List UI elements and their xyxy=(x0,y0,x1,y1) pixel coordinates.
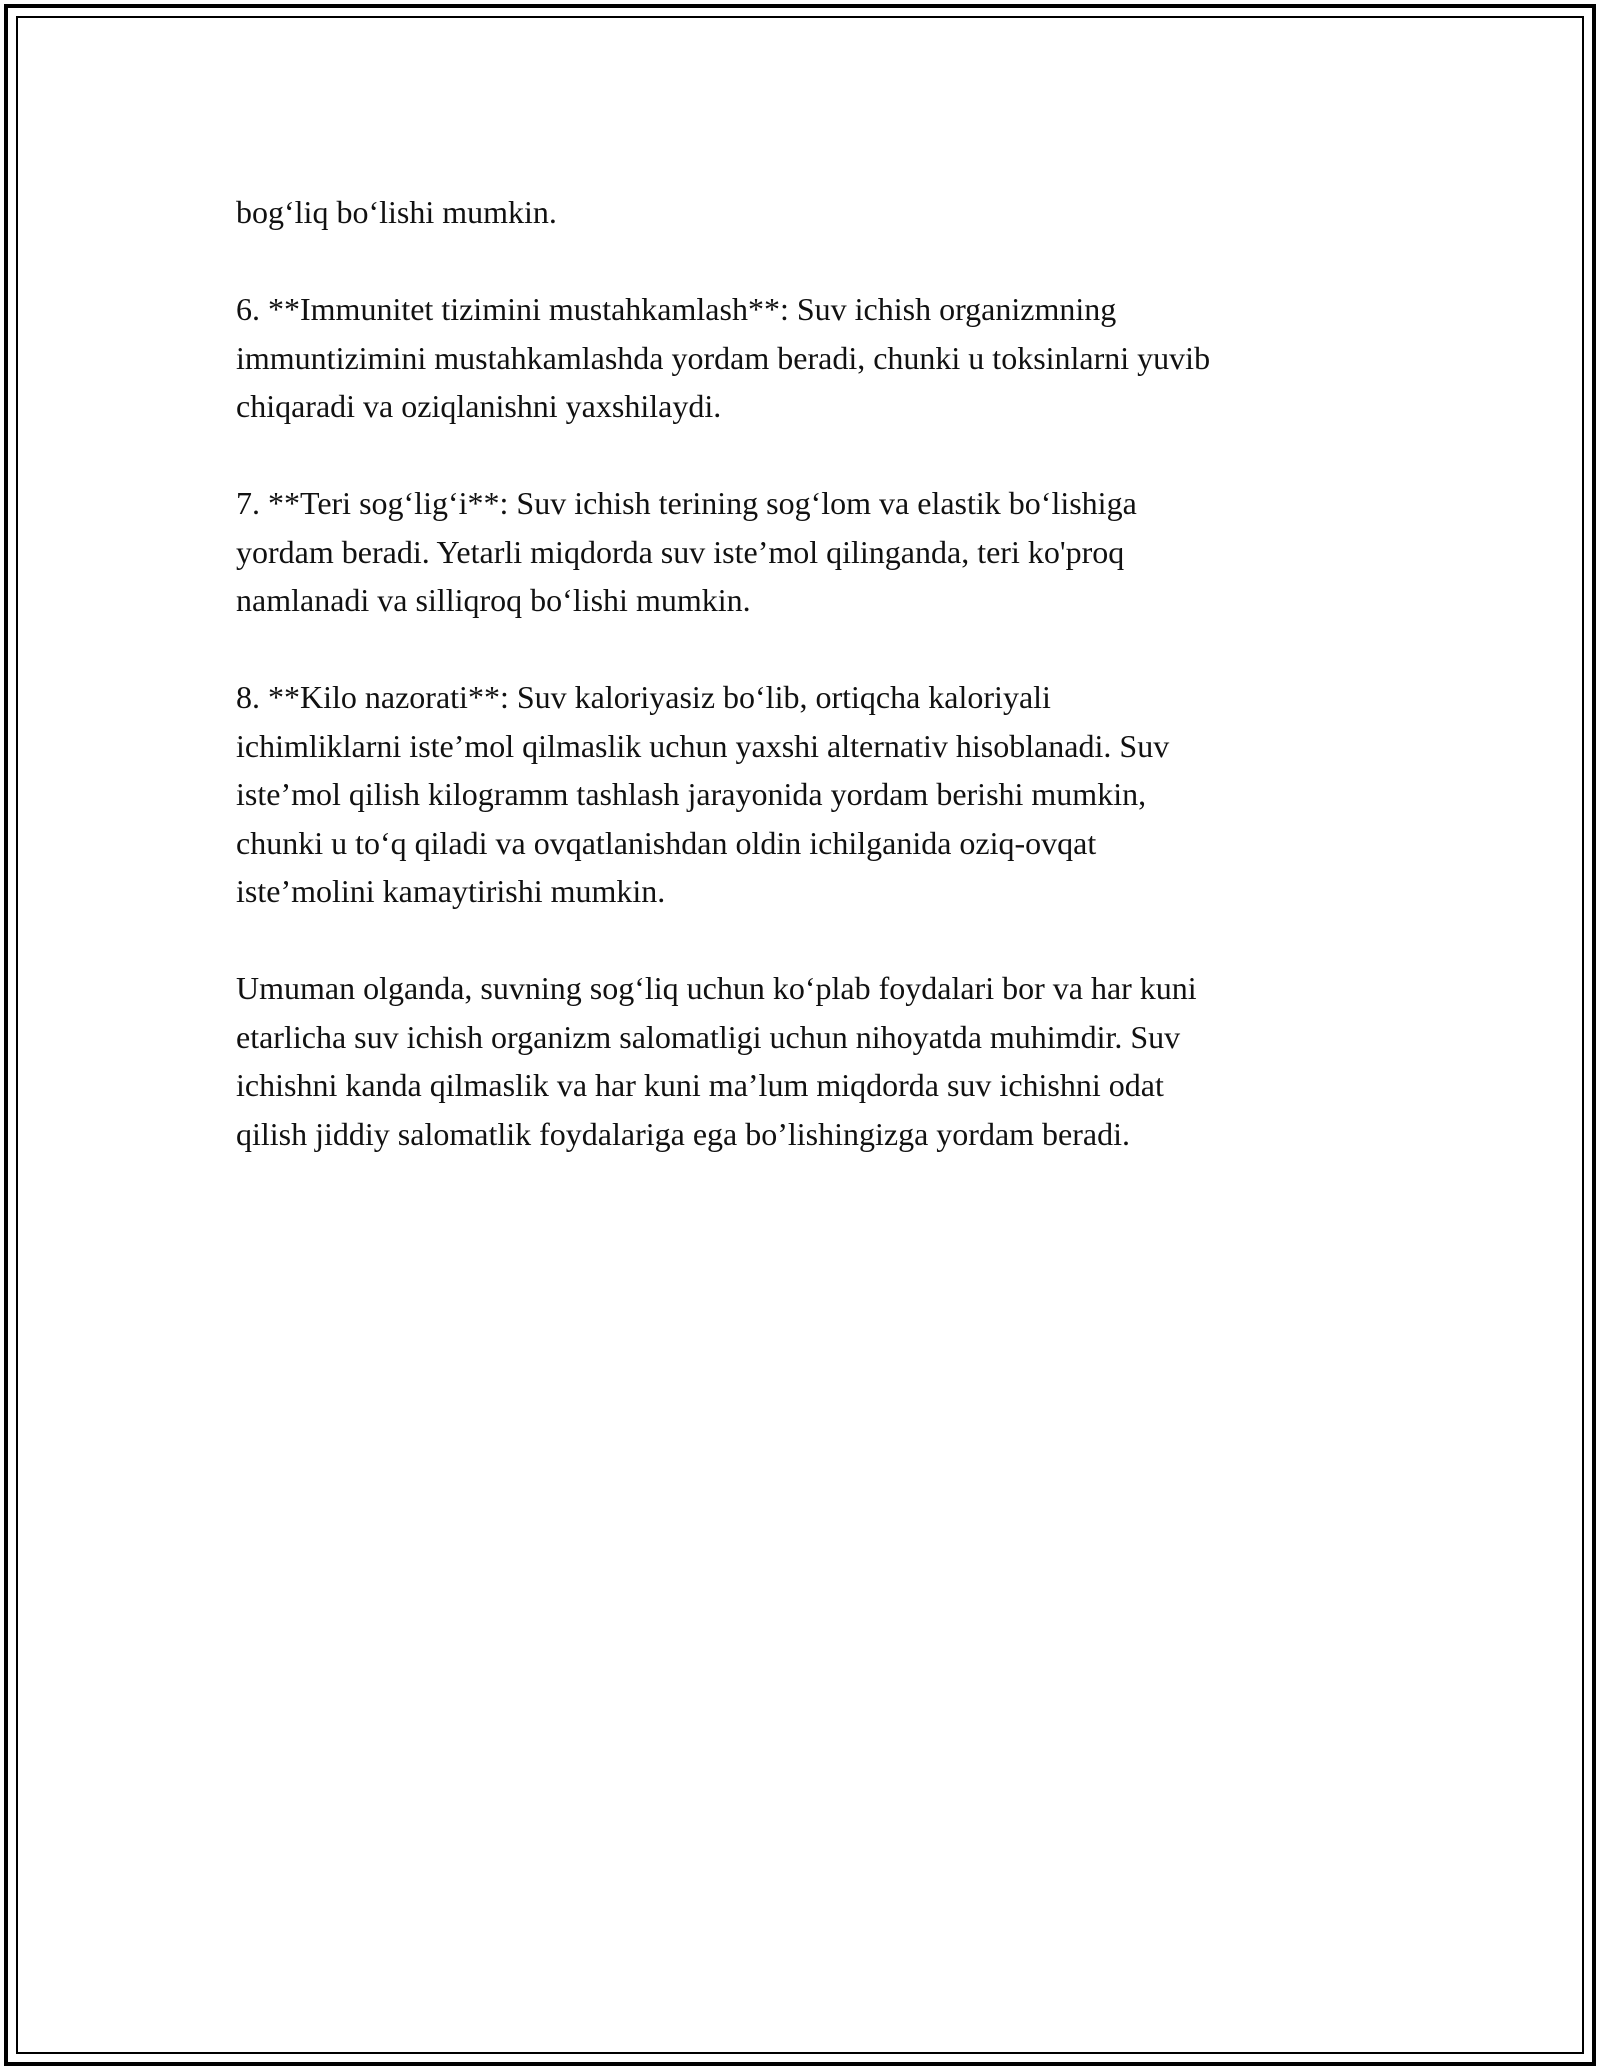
document-body xyxy=(236,188,1366,1207)
paragraph-immunity xyxy=(236,285,1366,431)
text-line: 6. **Immunitet tizimini mustahkamlash**: Suv ichish organizmning xyxy=(236,291,1117,327)
text-line: etarlicha suv ichish organizm salomatligi uchun nihoyatda muhimdir. Suv xyxy=(236,1018,1181,1055)
text-line: iste’mol qilish kilogramm tashlash jarayonida yordam berishi mumkin, xyxy=(236,776,1147,812)
text-line: qilish jiddiy salomatlik foydalariga ega bo’lishingizga yordam beradi. xyxy=(236,1115,1130,1152)
text-line: yordam beradi. Yetarli miqdorda suv iste’mol qilinganda, teri ko'proq xyxy=(236,533,1125,570)
paragraph-weight-control xyxy=(236,673,1366,916)
text-line: namlanadi va silliqroq bo‘lishi mumkin. xyxy=(236,582,751,618)
text-line: Umuman olganda, suvning sog‘liq uchun ko‘plab foydalari bor va har kuni xyxy=(236,970,1197,1006)
paragraph-skin-health xyxy=(236,479,1366,625)
text-line: iste’molini kamaytirishi mumkin. xyxy=(236,873,666,909)
text-line: bog‘liq bo‘lishi mumkin. xyxy=(236,194,557,230)
paragraph-conclusion xyxy=(236,964,1366,1158)
text-line: chiqaradi va oziqlanishni yaxshilaydi. xyxy=(236,388,722,424)
paragraph-continuation xyxy=(236,188,1366,237)
text-line: 8. **Kilo nazorati**: Suv kaloriyasiz bo‘lib, ortiqcha kaloriyali xyxy=(236,679,1051,715)
text-line: ichimliklarni iste’mol qilmaslik uchun yaxshi alternativ hisoblanadi. Suv xyxy=(236,727,1170,764)
text-line: 7. **Teri sog‘lig‘i**: Suv ichish terining sog‘lom va elastik bo‘lishiga xyxy=(236,485,1137,521)
text-line: immuntizimini mustahkamlashda yordam beradi, chunki u toksinlarni yuvib xyxy=(236,339,1211,376)
text-line: chunki u to‘q qiladi va ovqatlanishdan oldin ichilganida oziq-ovqat xyxy=(236,824,1097,861)
text-line: ichishni kanda qilmaslik va har kuni ma’lum miqdorda suv ichishni odat xyxy=(236,1067,1164,1103)
